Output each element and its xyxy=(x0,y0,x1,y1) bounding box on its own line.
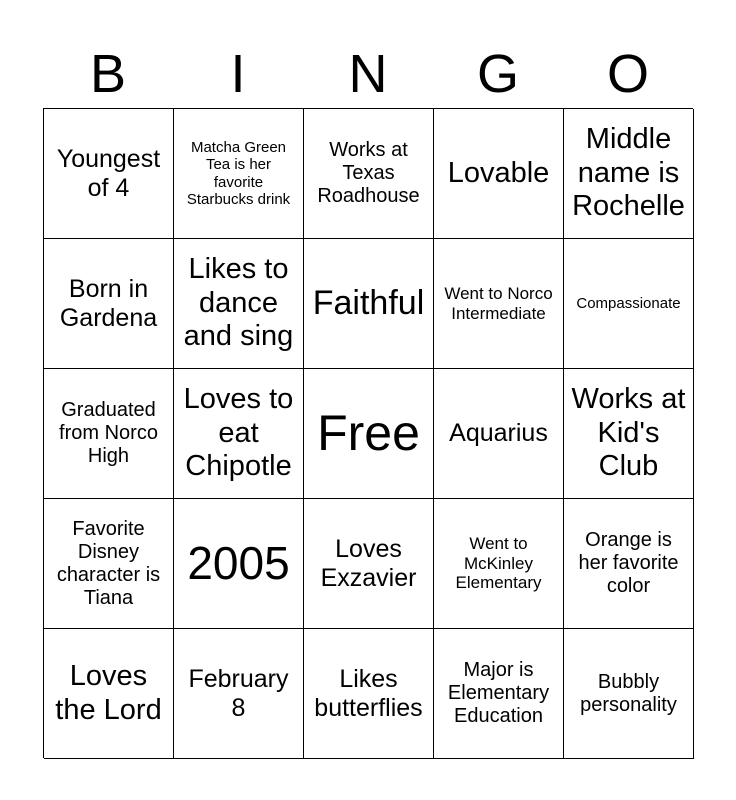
cell-text: Orange is her favorite color xyxy=(578,529,679,597)
bingo-cell[interactable] xyxy=(174,629,304,759)
bingo-cell[interactable] xyxy=(44,239,174,369)
bingo-cell[interactable] xyxy=(434,369,564,499)
header-letter-n: N xyxy=(348,44,388,104)
cell-text: Likes to dance and sing xyxy=(183,253,294,353)
cell-text: Free xyxy=(317,404,420,461)
cell-text: Aquarius xyxy=(449,419,548,448)
cell-text: Born in Gardena xyxy=(59,274,158,332)
free-space[interactable] xyxy=(304,369,434,499)
cell-text: Youngest of 4 xyxy=(56,144,161,202)
bingo-cell[interactable] xyxy=(434,629,564,759)
cell-text: February 8 xyxy=(188,664,289,722)
cell-text: Bubbly personality xyxy=(580,670,677,716)
cell-text: Middle name is Rochelle xyxy=(572,123,685,223)
bingo-board xyxy=(43,108,693,758)
bingo-cell[interactable] xyxy=(44,499,174,629)
cell-text: Likes butterflies xyxy=(314,664,423,722)
header-letter-o: O xyxy=(606,44,649,104)
cell-text: Works at Texas Roadhouse xyxy=(317,139,420,207)
cell-text: Lovable xyxy=(447,156,550,189)
bingo-cell[interactable] xyxy=(304,239,434,369)
cell-text: Favorite Disney character is Tiana xyxy=(56,517,161,609)
header-letter-b: B xyxy=(89,44,127,104)
bingo-cell[interactable] xyxy=(304,109,434,239)
bingo-cell[interactable] xyxy=(174,239,304,369)
cell-text: Graduated from Norco High xyxy=(59,399,158,467)
bingo-cell[interactable] xyxy=(564,499,694,629)
bingo-cell[interactable] xyxy=(434,109,564,239)
bingo-cell[interactable] xyxy=(174,499,304,629)
cell-text: 2005 xyxy=(187,537,290,590)
bingo-cell[interactable] xyxy=(44,109,174,239)
cell-text: Loves the Lord xyxy=(55,660,162,726)
cell-text: Went to Norco Intermediate xyxy=(444,283,553,323)
bingo-cell[interactable] xyxy=(434,499,564,629)
bingo-cell[interactable] xyxy=(564,239,694,369)
bingo-cell[interactable] xyxy=(434,239,564,369)
cell-text: Matcha Green Tea is her favorite Starbucks drink xyxy=(186,139,291,208)
header-letter-i: I xyxy=(230,44,246,104)
cell-text: Faithful xyxy=(312,283,425,322)
bingo-cell[interactable] xyxy=(44,369,174,499)
cell-text: Compassionate xyxy=(576,294,681,312)
bingo-cell[interactable] xyxy=(304,499,434,629)
cell-text: Loves Exzavier xyxy=(320,534,417,592)
bingo-cell[interactable] xyxy=(564,109,694,239)
cell-text: Went to McKinley Elementary xyxy=(455,534,542,593)
cell-text: Loves to eat Chipotle xyxy=(183,383,294,483)
bingo-header xyxy=(43,40,693,108)
bingo-cell[interactable] xyxy=(564,629,694,759)
bingo-cell[interactable] xyxy=(44,629,174,759)
bingo-cell[interactable] xyxy=(174,369,304,499)
bingo-cell[interactable] xyxy=(174,109,304,239)
cell-text: Major is Elementary Education xyxy=(447,659,550,727)
bingo-cell[interactable] xyxy=(304,629,434,759)
bingo-cell[interactable] xyxy=(564,369,694,499)
cell-text: Works at Kid's Club xyxy=(571,383,686,483)
header-letter-g: G xyxy=(476,44,519,104)
